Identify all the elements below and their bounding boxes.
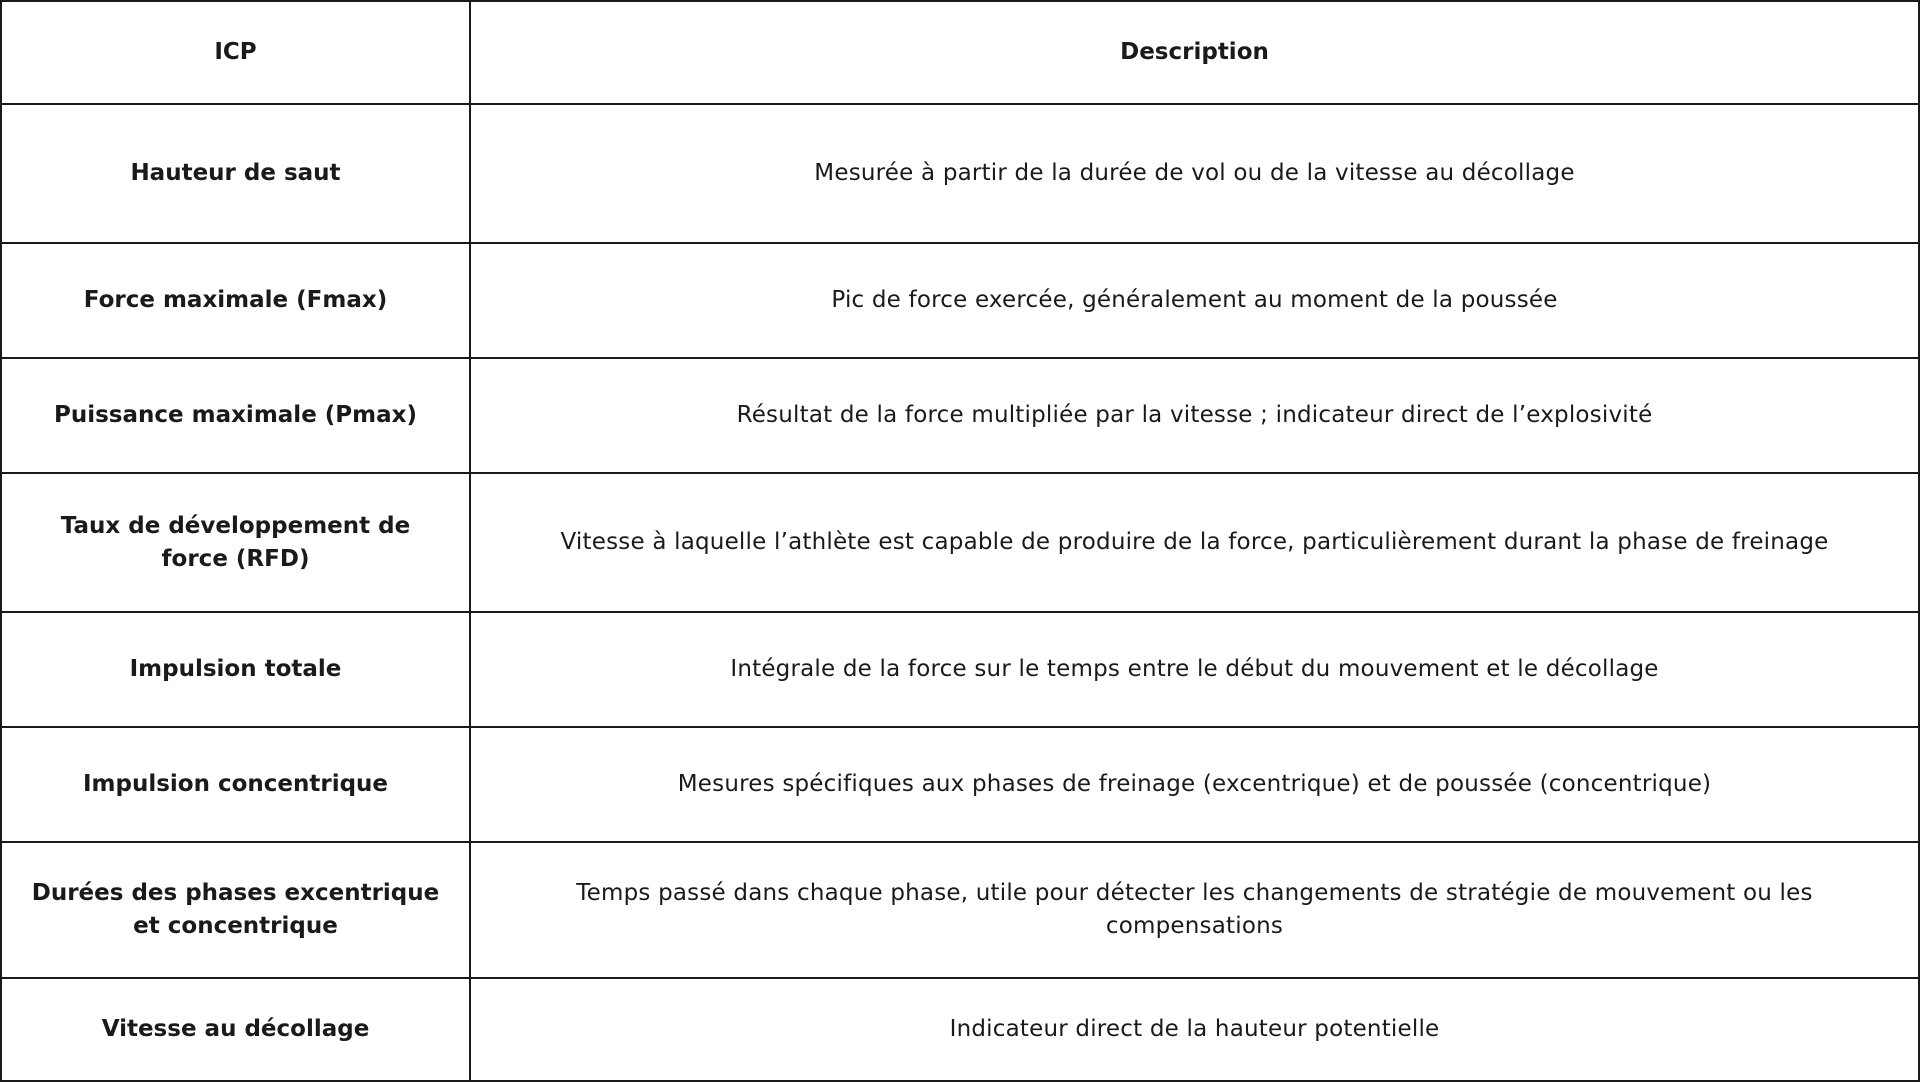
table-row (1, 727, 1919, 842)
table-row (1, 978, 1919, 1081)
icp-cell: Puissance maximale (Pmax) (1, 358, 470, 473)
column-header-description: Description (470, 1, 1919, 104)
description-cell: Temps passé dans chaque phase, utile pour détecter les changements de stratégie de mouvement ou les compensations (470, 842, 1919, 978)
icp-cell: Impulsion concentrique (1, 727, 470, 842)
description-cell: Vitesse à laquelle l’athlète est capable de produire de la force, particulièrement durant la phase de freinage (470, 473, 1919, 612)
description-cell: Pic de force exercée, généralement au moment de la poussée (470, 243, 1919, 358)
table-header (1, 1, 1919, 104)
description-cell: Mesurée à partir de la durée de vol ou de la vitesse au décollage (470, 104, 1919, 243)
table-row (1, 104, 1919, 243)
description-cell: Intégrale de la force sur le temps entre le début du mouvement et le décollage (470, 612, 1919, 727)
description-cell: Mesures spécifiques aux phases de freinage (excentrique) et de poussée (concentrique) (470, 727, 1919, 842)
table-row (1, 473, 1919, 612)
icp-cell: Force maximale (Fmax) (1, 243, 470, 358)
icp-cell: Impulsion totale (1, 612, 470, 727)
table-row (1, 612, 1919, 727)
icp-cell: Durées des phases excentrique et concentrique (1, 842, 470, 978)
column-header-icp: ICP (1, 1, 470, 104)
icp-cell: Vitesse au décollage (1, 978, 470, 1081)
header-row (1, 1, 1919, 104)
description-cell: Indicateur direct de la hauteur potentielle (470, 978, 1919, 1081)
description-cell: Résultat de la force multipliée par la vitesse ; indicateur direct de l’explosivité (470, 358, 1919, 473)
icp-cell: Taux de développement de force (RFD) (1, 473, 470, 612)
table-row (1, 243, 1919, 358)
table-body (1, 104, 1919, 1081)
table-row (1, 358, 1919, 473)
table-row (1, 842, 1919, 978)
icp-cell: Hauteur de saut (1, 104, 470, 243)
